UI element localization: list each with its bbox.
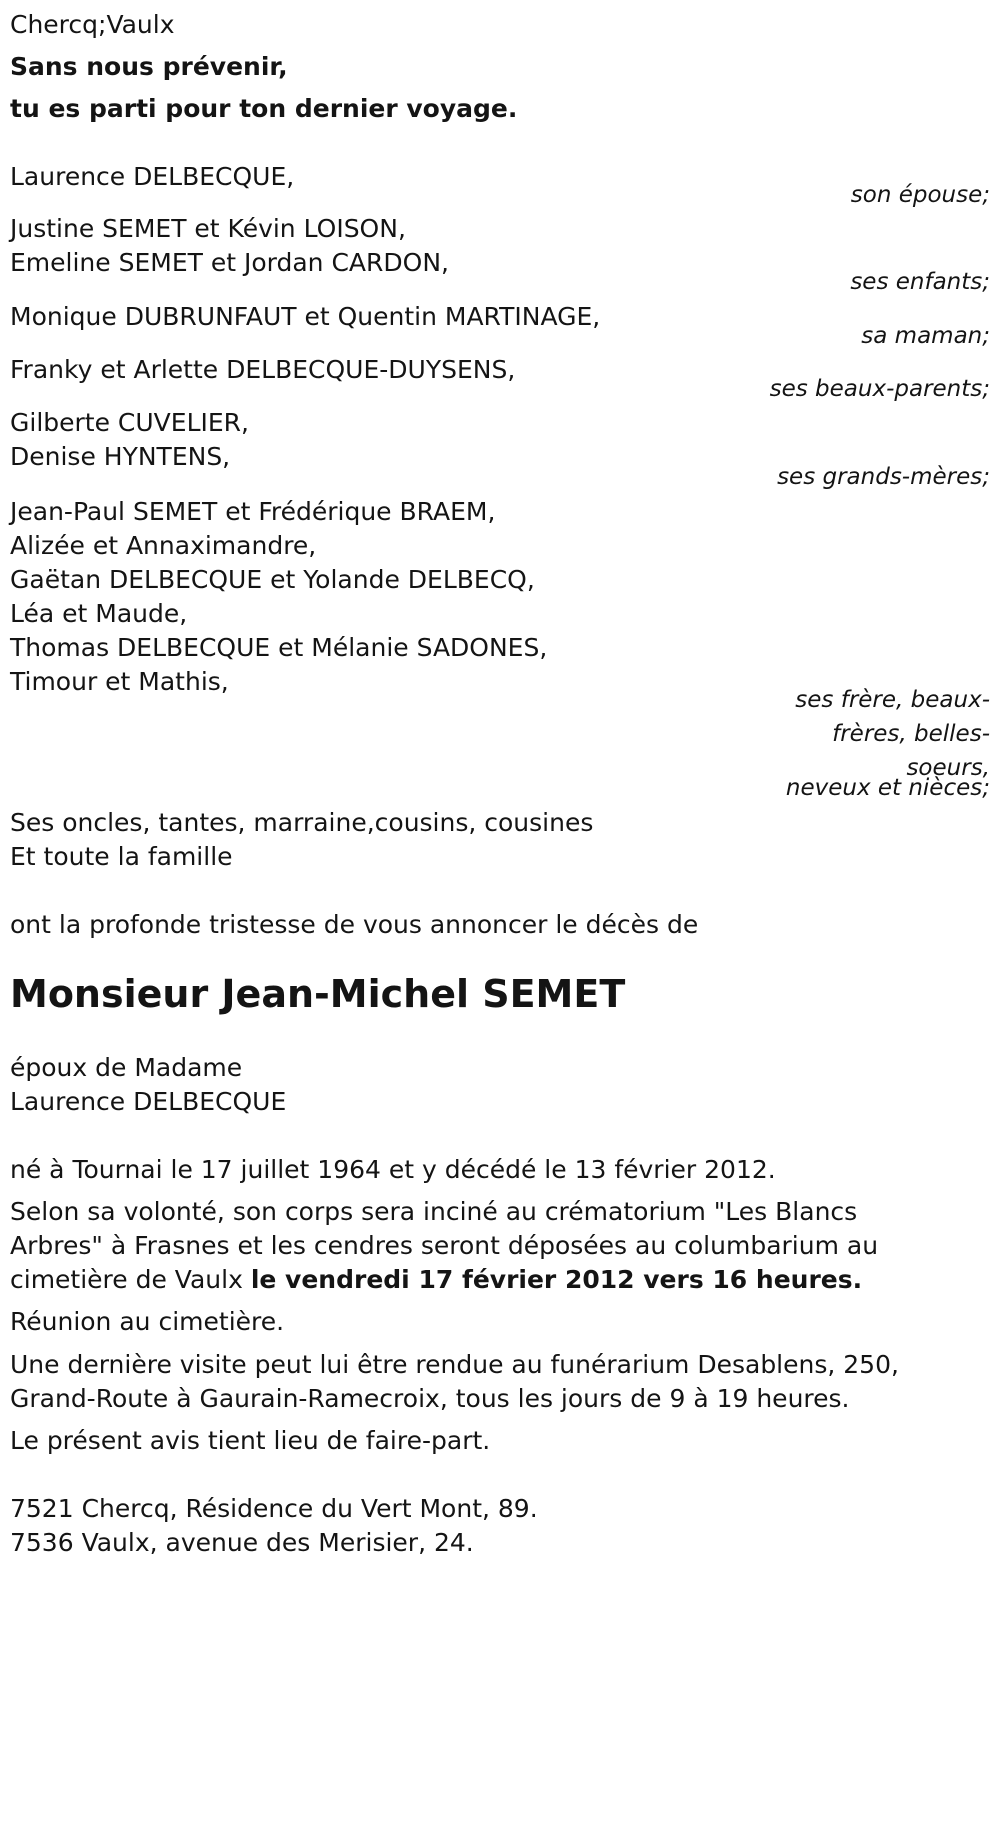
siblings-role-line: frères, belles- (832, 721, 990, 747)
cremation-date: le vendredi 17 février 2012 vers 16 heures. (250, 1265, 863, 1294)
birth-death-line: né à Tournai le 17 juillet 1964 et y décédé le 13 février 2012. (10, 1155, 776, 1184)
sibling-line: Thomas DELBECQUE et Mélanie SADONES, (10, 633, 548, 662)
sibling-line: Jean-Paul SEMET et Frédérique BRAEM, (10, 497, 496, 526)
siblings-role-line: ses frère, beaux- (795, 687, 990, 713)
sibling-line: Gaëtan DELBECQUE et Yolande DELBECQ, (10, 565, 535, 594)
grandmothers-role: ses grands-mères; (777, 464, 990, 490)
siblings-role-line: neveux et nièces; (785, 775, 990, 801)
in-laws-role: ses beaux-parents; (769, 376, 990, 402)
address-line: 7521 Chercq, Résidence du Vert Mont, 89. (10, 1494, 538, 1523)
address-line: 7536 Vaulx, avenue des Merisier, 24. (10, 1528, 474, 1557)
grandmother-name: Denise HYNTENS, (10, 442, 231, 471)
deceased-name: Monsieur Jean-Michel SEMET (10, 972, 626, 1016)
poem-line-2: tu es parti pour ton dernier voyage. (10, 94, 518, 123)
visit-line-1: Une dernière visite peut lui être rendue au funérarium Desablens, 250, (10, 1350, 899, 1379)
meeting-line: Réunion au cimetière. (10, 1307, 285, 1336)
mother-name: Monique DUBRUNFAUT et Quentin MARTINAGE, (10, 302, 601, 331)
child-name: Justine SEMET et Kévin LOISON, (10, 214, 406, 243)
grandmother-name: Gilberte CUVELIER, (10, 408, 249, 437)
cremation-line-2: Arbres" à Frasnes et les cendres seront déposées au columbarium au (10, 1231, 879, 1260)
spouse-role: son épouse; (850, 182, 990, 208)
cremation-line-1: Selon sa volonté, son corps sera inciné au crématorium "Les Blancs (10, 1197, 858, 1226)
children-role: ses enfants; (850, 269, 990, 295)
cremation-place: cimetière de Vaulx (10, 1265, 251, 1294)
siblings-role-line: soeurs, (906, 755, 990, 781)
mother-role: sa maman; (861, 323, 990, 349)
extended-family-line: Et toute la famille (10, 842, 233, 871)
poem-line-1: Sans nous prévenir, (10, 52, 288, 81)
notice-line: Le présent avis tient lieu de faire-part. (10, 1426, 491, 1455)
in-laws-name: Franky et Arlette DELBECQUE-DUYSENS, (10, 355, 516, 384)
child-name: Emeline SEMET et Jordan CARDON, (10, 248, 449, 277)
extended-family-line: Ses oncles, tantes, marraine,cousins, cousines (10, 808, 594, 837)
spouse-of-line: époux de Madame (10, 1053, 243, 1082)
cremation-line-3 (10, 1267, 862, 1292)
sibling-line: Alizée et Annaximandre, (10, 531, 317, 560)
sibling-line: Timour et Mathis, (10, 667, 229, 696)
sibling-line: Léa et Maude, (10, 599, 188, 628)
spouse-of-name: Laurence DELBECQUE (10, 1087, 287, 1116)
visit-line-2: Grand-Route à Gaurain-Ramecroix, tous les jours de 9 à 19 heures. (10, 1384, 850, 1413)
announcement: ont la profonde tristesse de vous annoncer le décès de (10, 910, 699, 939)
spouse-name: Laurence DELBECQUE, (10, 162, 295, 191)
location-header: Chercq;Vaulx (10, 10, 175, 39)
